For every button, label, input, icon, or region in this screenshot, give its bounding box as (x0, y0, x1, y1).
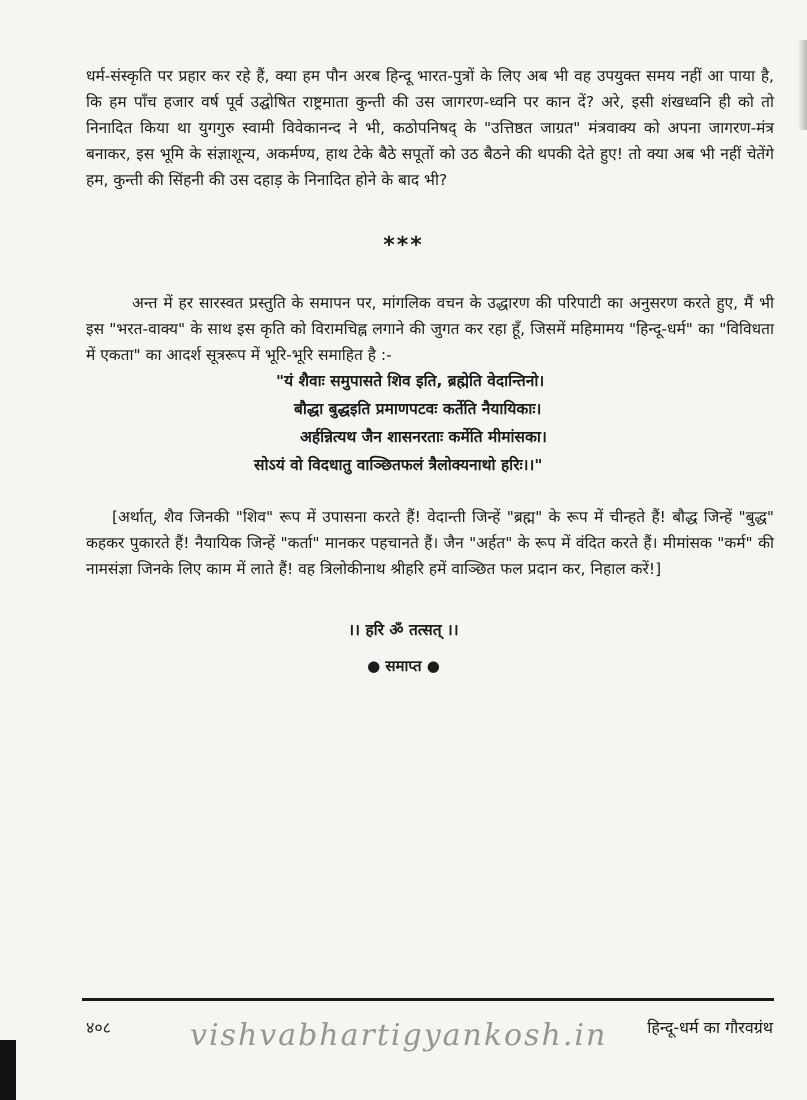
scan-edge (0, 1040, 16, 1100)
verse-line: बौद्धा बुद्धइति प्रमाणपटवः कर्तेति नैयायिकाः। (294, 400, 542, 418)
verse-line: "यं शैवाः समुपासते शिव इति, ब्रह्मेति वेदान्तिनो। (276, 372, 545, 390)
paragraph-3-translation: [अर्थात्, शैव जिनकी "शिव" रूप में उपासना करते हैं! वेदान्ती जिन्हें "ब्रह्म" के रूप में चीन्हते हैं! बौद्ध जिन्हें "बुद्ध" कहकर पुकारते हैं! नैयायिक जिन्हें "कर्ता" मानकर पहचानते हैं। जैन "अर्हत" के रूप में वंदित करते हैं। मीमांसक "कर्म" की नामसंज्ञा जिनके लिए काम में लाते हैं! वह त्रिलोकीनाथ श्रीहरि हमें वाञ्छित फल प्रदान कर, निहाल करें!] (86, 507, 774, 578)
end-mark: ● समाप्त ● (367, 657, 440, 675)
verse-line: सोऽयं वो विदधातु वाञ्छितफलं त्रैलोक्यनाथो हरिः।।" (254, 456, 543, 474)
watermark: vishvabhartigyankosh.in (190, 1018, 608, 1053)
paragraph-1: धर्म-संस्कृति पर प्रहार कर रहे हैं, क्या हम पौन अरब हिन्दू भारत-पुत्रों के लिए अब भी वह उपयुक्त समय नहीं आ पाया है, कि हम पाँच हजार वर्ष पूर्व उद्घोषित राष्ट्रमाता कुन्ती की उस जागरण-ध्वनि पर कान दें? अरे, इसी शंखध्वनि ही को तो निनादित किया था युगगुरु स्वामी विवेकानन्द ने भी, कठोपनिषद् के "उत्तिष्ठत जाग्रत" मंत्रवाक्य को अपना जागरण-मंत्र बनाकर, इस भूमि के संज्ञाशून्य, अकर्मण्य, हाथ टेके बैठे सपूतों को उठ बैठने की थपकी देते हुए! तो क्या अब भी नहीं चेतेंगे हम, कुन्ती की सिंहनी की उस दहाड़ के निनादित होने के बाद भी? (86, 66, 774, 189)
page-number: ४०८ (86, 1018, 111, 1037)
verse-line: अर्हन्नित्यथ जैन शासनरताः कर्मेति मीमांसका। (300, 428, 547, 446)
footer-rule (82, 998, 774, 1001)
page-edge-shadow (798, 40, 807, 130)
paragraph-2: अन्त में हर सारस्वत प्रस्तुति के समापन पर, मांगलिक वचन के उद्धारण की परिपाटी का अनुसरण करते हुए, मैं भी इस "भरत-वाक्य" के साथ इस कृति को विरामचिह्न लगाने की जुगत कर रहा हूँ, जिसमें महिमामय "हिन्दू-धर्म" का "विविधता में एकता" का आदर्श सूत्ररूप में भूरि-भूरि समाहित है :- (86, 293, 774, 364)
closing-invocation: ।। हरि ॐ तत्सत् ।। (348, 621, 459, 639)
section-separator: *** (383, 233, 424, 258)
running-head: हिन्दू-धर्म का गौरवग्रंथ (647, 1018, 773, 1037)
